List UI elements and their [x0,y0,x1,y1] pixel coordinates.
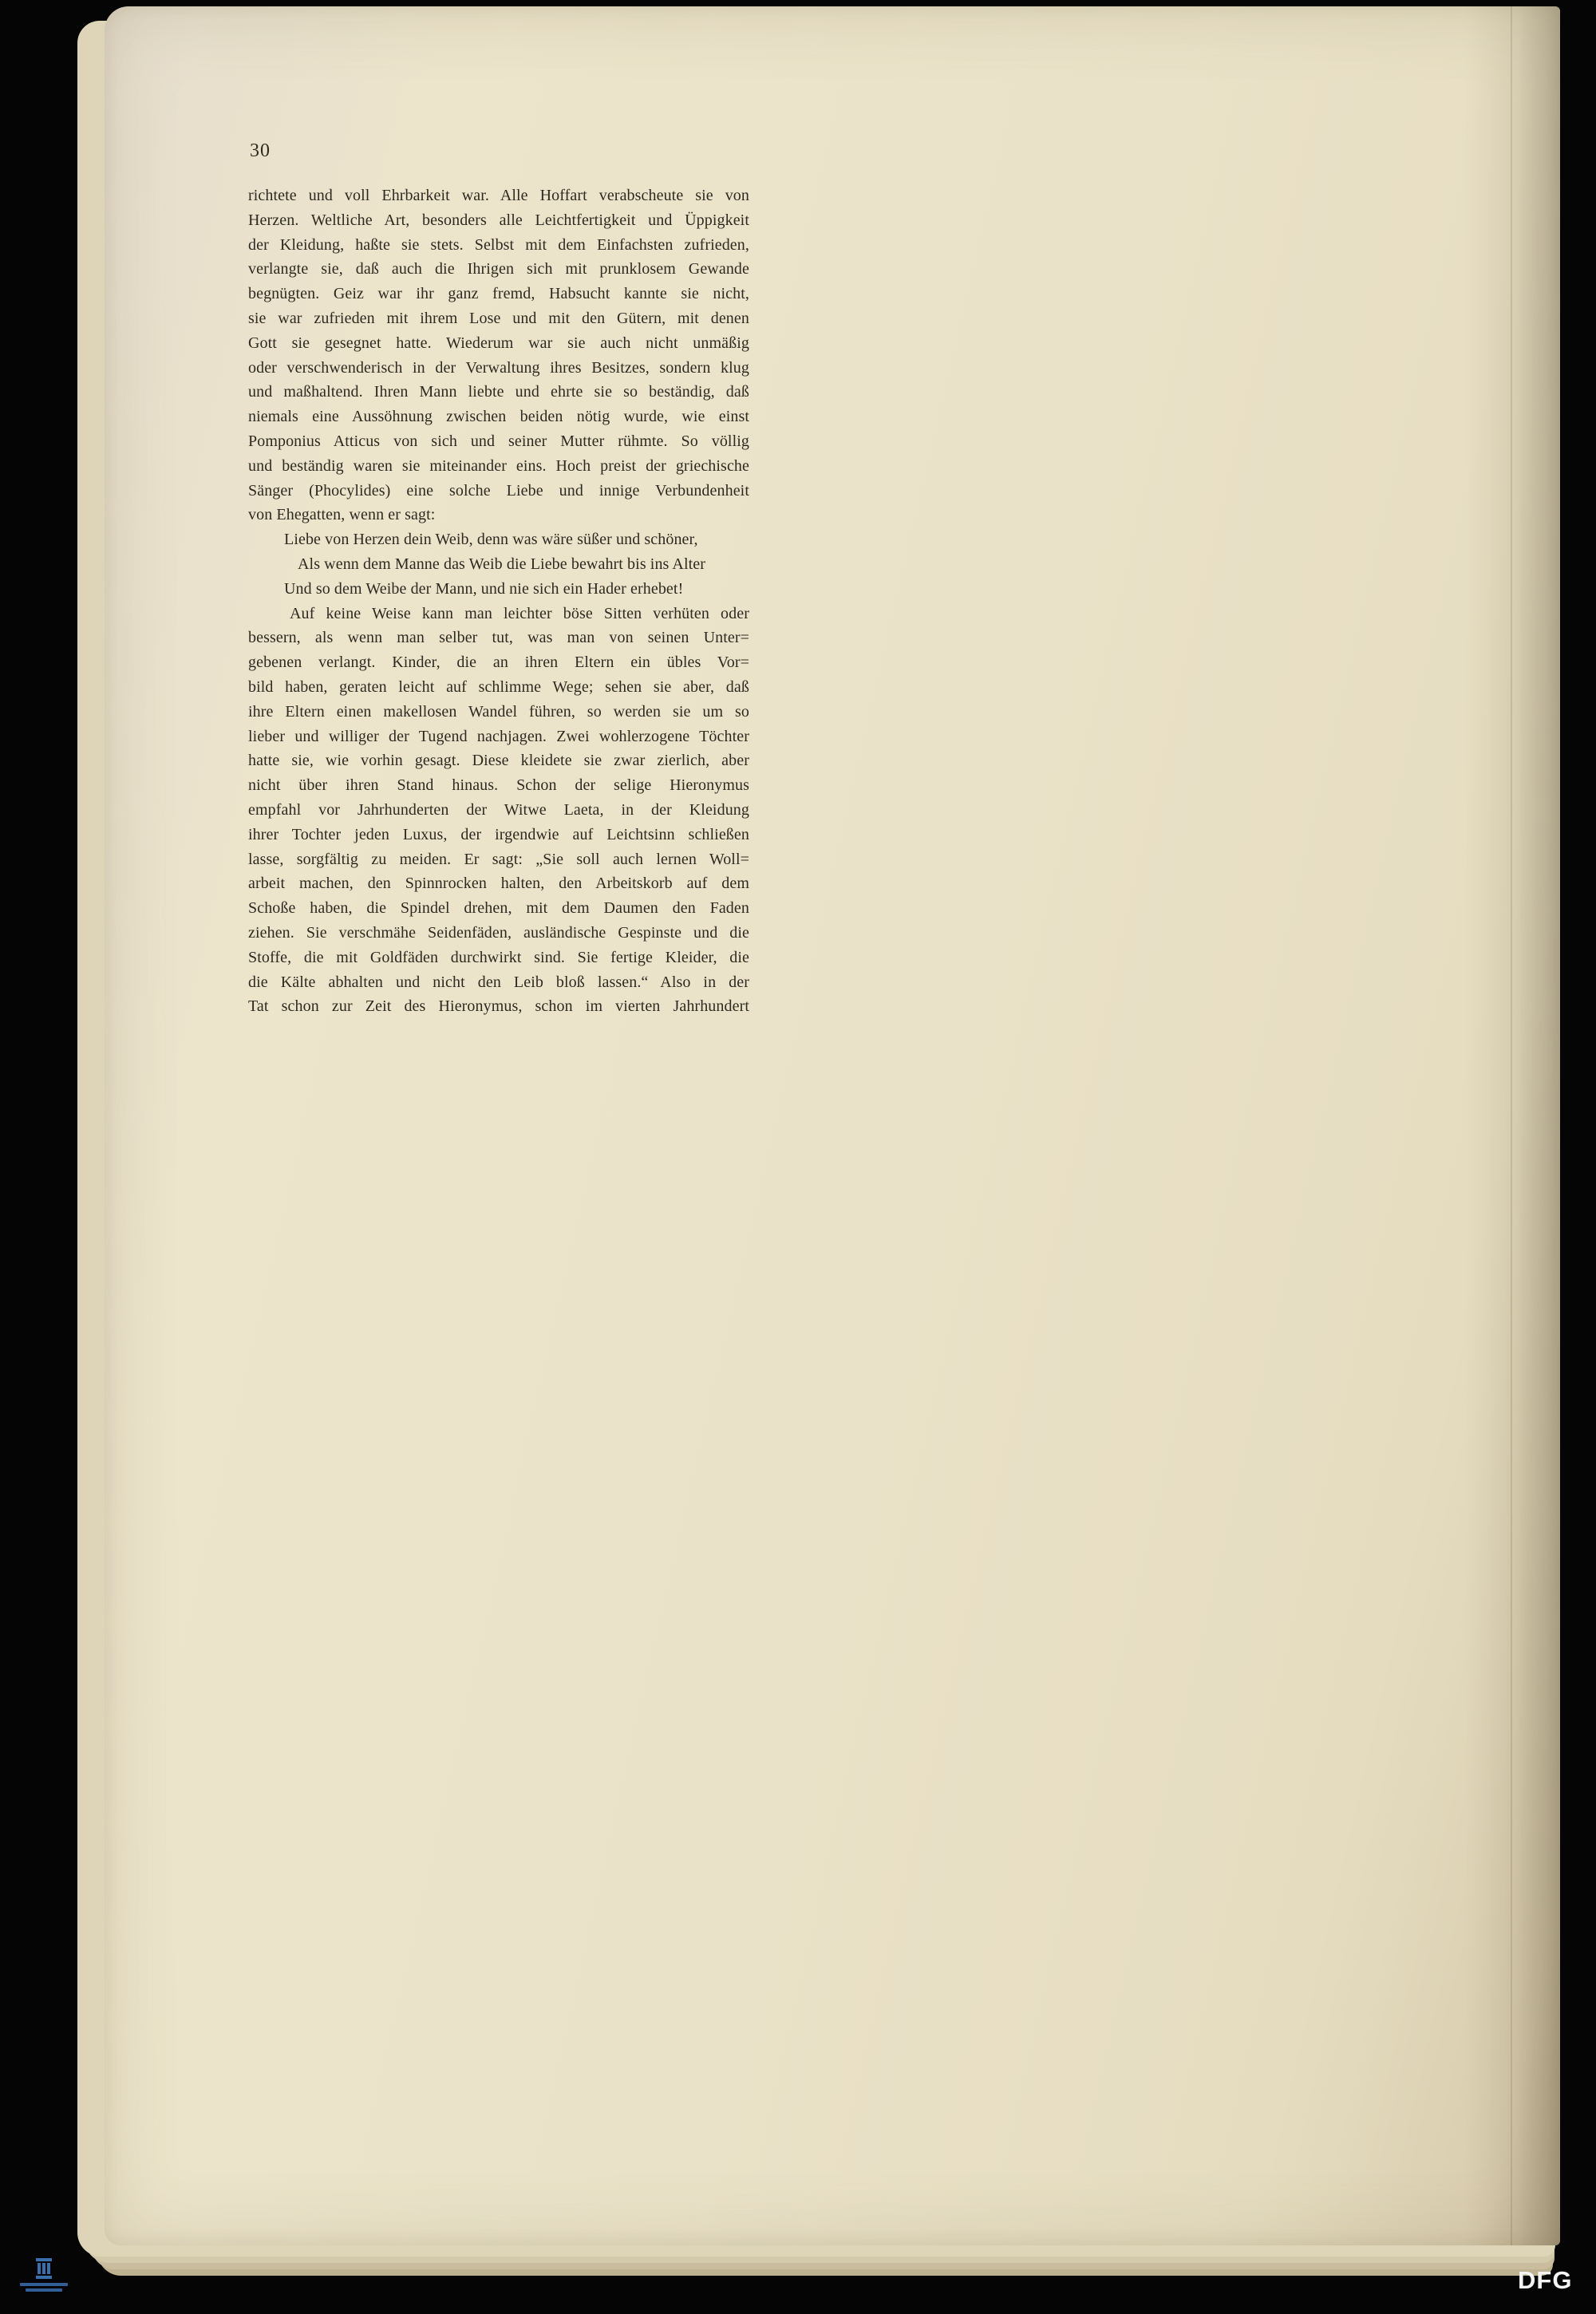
text-line: und maßhaltend. Ihren Mann liebte und ehrte sie so beständig, daß [248,383,749,401]
library-stamp-text-line [20,2283,68,2286]
library-stamp [13,2257,75,2292]
text-line: begnügten. Geiz war ihr ganz fremd, Habsucht kannte sie nicht, [248,285,749,303]
text-line: Sänger (Phocylides) eine solche Liebe und innige Verbundenheit [248,481,749,500]
gutter-crease [1511,6,1512,2245]
text-line: Als wenn dem Manne das Weib die Liebe bewahrt bis ins Alter [298,555,706,573]
text-line: nicht über ihren Stand hinaus. Schon der selige Hieronymus [248,776,749,795]
text-line: der Kleidung, haßte sie stets. Selbst mit dem Einfachsten zufrieden, [248,235,749,254]
text-line: oder verschwenderisch in der Verwaltung ihres Besitzes, sondern klug [248,358,749,377]
text-line: bessern, als wenn man selber tut, was man von seinen Unter= [248,629,749,647]
text-line: Schoße haben, die Spindel drehen, mit dem Daumen den Faden [248,899,749,918]
text-line: bild haben, geraten leicht auf schlimme Wege; sehen sie aber, daß [248,677,749,696]
library-stamp-text-line [26,2288,62,2292]
text-line: ziehen. Sie verschmähe Seidenfäden, ausländische Gespinste und die [248,923,749,942]
text-line: verlangte sie, daß auch die Ihrigen sich mit prunklosem Gewande [248,260,749,278]
text-line: Und so dem Weibe der Mann, und nie sich ein Hader erhebet! [284,579,684,598]
text-line: Tat schon zur Zeit des Hieronymus, schon im vierten Jahrhundert [248,997,749,1016]
body-text [248,184,749,1019]
text-line: Liebe von Herzen dein Weib, denn was wäre süßer und schöner, [284,531,698,549]
library-stamp-icon [34,2257,54,2280]
gutter-shadow [1464,6,1560,2245]
text-line: lieber und williger der Tugend nachjagen. Zwei wohlerzogene Töchter [248,727,749,745]
text-line: Pomponius Atticus von sich und seiner Mutter rühmte. So völlig [248,432,749,450]
text-line: lasse, sorgfältig zu meiden. Er sagt: „Sie soll auch lernen Woll= [248,850,749,868]
text-line: niemals eine Aussöhnung zwischen beiden nötig wurde, wie einst [248,408,749,426]
text-line: ihrer Tochter jeden Luxus, der irgendwie auf Leichtsinn schließen [248,825,749,843]
text-line: Auf keine Weise kann man leichter böse Sitten verhüten oder [290,604,749,622]
text-line: die Kälte abhalten und nicht den Leib bloß lassen.“ Also in der [248,973,749,991]
text-line: hatte sie, wie vorhin gesagt. Diese kleidete sie zwar zierlich, aber [248,752,749,770]
text-line: ihre Eltern einen makellosen Wandel führen, so werden sie um so [248,702,749,721]
text-line: Herzen. Weltliche Art, besonders alle Leichtfertigkeit und Üppigkeit [248,211,749,229]
page-number: 30 [250,140,271,161]
text-line: von Ehegatten, wenn er sagt: [248,506,436,524]
text-line: richtete und voll Ehrbarkeit war. Alle Hoffart verabscheute sie von [248,187,749,204]
text-line: Gott sie gesegnet hatte. Wiederum war sie auch nicht unmäßig [248,334,749,352]
dfg-logo: DFG [1518,2266,1573,2294]
text-line: arbeit machen, den Spinnrocken halten, den Arbeitskorb auf dem [248,875,749,893]
text-line: empfahl vor Jahrhunderten der Witwe Laeta, in der Kleidung [248,800,749,819]
text-line: und beständig waren sie miteinander eins. Hoch preist der griechische [248,456,749,475]
text-line: gebenen verlangt. Kinder, die an ihren Eltern ein übles Vor= [248,654,749,672]
text-line: Stoffe, die mit Goldfäden durchwirkt sind. Sie fertige Kleider, die [248,948,749,966]
text-line: sie war zufrieden mit ihrem Lose und mit den Gütern, mit denen [248,309,749,327]
